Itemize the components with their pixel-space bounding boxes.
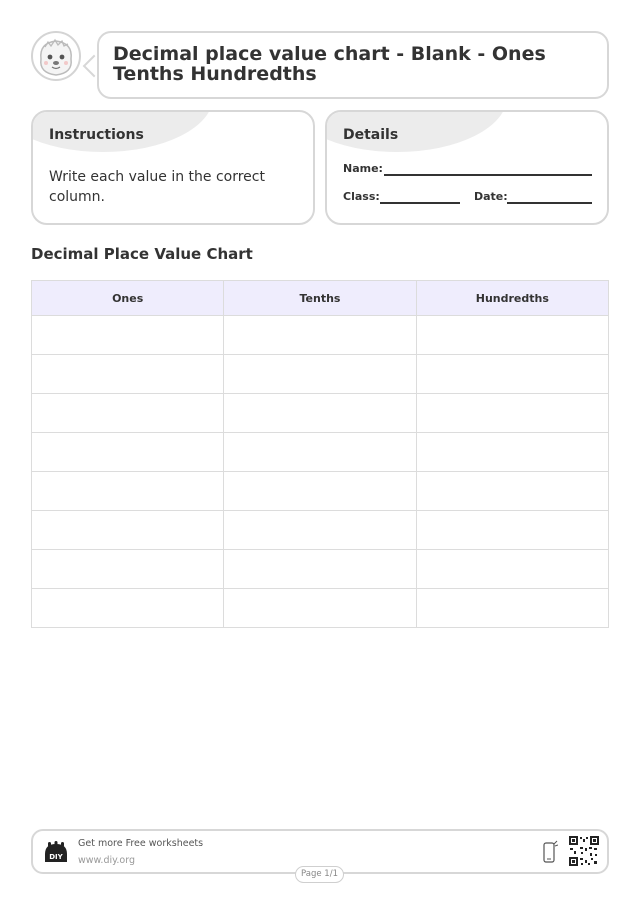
name-label: Name: bbox=[343, 162, 383, 175]
table-cell-ones[interactable] bbox=[32, 511, 224, 550]
title-bubble bbox=[97, 31, 609, 99]
column-header-hundredths: Hundredths bbox=[416, 281, 608, 316]
table-row bbox=[32, 550, 609, 589]
table-header-row bbox=[32, 281, 609, 316]
page-title: Decimal place value chart - Blank - Ones Tenths Hundredths bbox=[113, 43, 546, 85]
qr-code-icon bbox=[569, 836, 599, 866]
table-row bbox=[32, 316, 609, 355]
class-field[interactable] bbox=[380, 202, 460, 204]
table-cell-ones[interactable] bbox=[32, 472, 224, 511]
table-cell-hundredths[interactable] bbox=[416, 550, 608, 589]
table-cell-hundredths[interactable] bbox=[416, 472, 608, 511]
logo-text: DIY bbox=[49, 853, 63, 861]
table-row bbox=[32, 589, 609, 628]
table-cell-ones[interactable] bbox=[32, 589, 224, 628]
table-cell-ones[interactable] bbox=[32, 355, 224, 394]
phone-icon bbox=[542, 840, 558, 864]
section-heading: Decimal Place Value Chart bbox=[31, 245, 253, 263]
table-row bbox=[32, 394, 609, 433]
class-label: Class: bbox=[343, 190, 380, 203]
table-cell-tenths[interactable] bbox=[224, 589, 416, 628]
page-number: Page 1/1 bbox=[295, 866, 344, 883]
table-cell-tenths[interactable] bbox=[224, 511, 416, 550]
table-cell-tenths[interactable] bbox=[224, 355, 416, 394]
details-heading: Details bbox=[343, 127, 399, 143]
table-row bbox=[32, 472, 609, 511]
table-cell-tenths[interactable] bbox=[224, 433, 416, 472]
date-field[interactable] bbox=[507, 202, 592, 204]
table-cell-hundredths[interactable] bbox=[416, 589, 608, 628]
table-cell-ones[interactable] bbox=[32, 550, 224, 589]
table-cell-tenths[interactable] bbox=[224, 550, 416, 589]
table-row bbox=[32, 355, 609, 394]
diy-logo-icon bbox=[43, 840, 69, 866]
footer-promo-text: Get more Free worksheets bbox=[78, 838, 204, 849]
table-cell-hundredths[interactable] bbox=[416, 511, 608, 550]
table-cell-tenths[interactable] bbox=[224, 394, 416, 433]
table-cell-hundredths[interactable] bbox=[416, 433, 608, 472]
table-cell-hundredths[interactable] bbox=[416, 316, 608, 355]
details-card bbox=[325, 110, 609, 225]
instructions-heading: Instructions bbox=[49, 127, 144, 143]
place-value-table bbox=[31, 280, 609, 628]
table-row bbox=[32, 511, 609, 550]
table-row bbox=[32, 433, 609, 472]
instructions-card bbox=[31, 110, 315, 225]
footer-url-link[interactable]: www.diy.org bbox=[78, 855, 135, 866]
table-body bbox=[32, 316, 609, 628]
table-cell-tenths[interactable] bbox=[224, 316, 416, 355]
table-cell-ones[interactable] bbox=[32, 316, 224, 355]
table-cell-hundredths[interactable] bbox=[416, 394, 608, 433]
table-cell-ones[interactable] bbox=[32, 433, 224, 472]
name-field[interactable] bbox=[384, 174, 592, 176]
table-cell-tenths[interactable] bbox=[224, 472, 416, 511]
table-cell-hundredths[interactable] bbox=[416, 355, 608, 394]
column-header-ones: Ones bbox=[32, 281, 224, 316]
column-header-tenths: Tenths bbox=[224, 281, 416, 316]
mascot-avatar-icon bbox=[31, 31, 81, 81]
instructions-text: Write each value in the correct column. bbox=[49, 169, 265, 205]
date-label: Date: bbox=[474, 190, 508, 203]
table-cell-ones[interactable] bbox=[32, 394, 224, 433]
